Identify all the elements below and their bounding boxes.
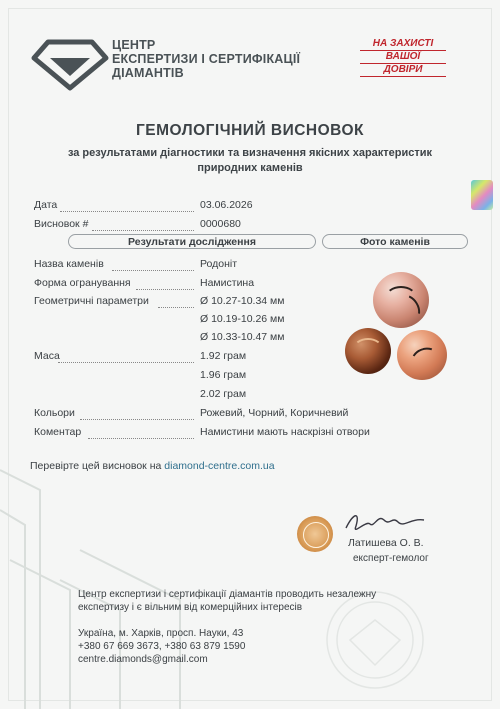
dotted-leader <box>112 270 194 271</box>
cut-value: Намистина <box>200 277 255 289</box>
date-value: 03.06.2026 <box>200 199 253 211</box>
geometry-value-2: Ø 10.19-10.26 мм <box>200 313 285 325</box>
mass-value-3: 2.02 грам <box>200 388 247 400</box>
stone-photo-2 <box>345 328 391 374</box>
contact-address <box>78 627 245 666</box>
dotted-leader <box>80 419 194 420</box>
org-line-2: ЕКСПЕРТИЗИ І СЕРТИФІКАЦІЇ <box>112 52 301 66</box>
color-label: Кольори <box>34 407 75 419</box>
comment-label: Коментар <box>34 426 82 438</box>
mass-label: Маса <box>34 350 60 362</box>
photo-section-header: Фото каменів <box>322 234 468 249</box>
number-label: Висновок # <box>34 218 89 230</box>
slogan <box>360 38 446 77</box>
slogan-line-3: ДОВІРИ <box>360 64 446 77</box>
organization-name <box>112 38 300 80</box>
footer-statement <box>78 588 376 614</box>
number-value: 0000680 <box>200 218 241 230</box>
date-label: Дата <box>34 199 58 211</box>
verify-site-link[interactable]: diamond-centre.com.ua <box>164 460 275 472</box>
org-line-1: ЦЕНТР <box>112 38 156 52</box>
dotted-leader <box>92 230 194 231</box>
stone-photo-1 <box>373 272 429 328</box>
org-line-3: ДІАМАНТІВ <box>112 66 184 80</box>
comment-value: Намистини мають наскрізні отвори <box>200 426 370 438</box>
stone-name-value: Родоніт <box>200 258 238 270</box>
signer-role: експерт-гемолог <box>353 553 429 564</box>
dotted-leader <box>88 438 194 439</box>
mass-value-1: 1.92 грам <box>200 350 247 362</box>
document-title: ГЕМОЛОГІЧНИЙ ВИСНОВОК <box>135 122 364 139</box>
stone-photo-3 <box>397 330 447 380</box>
seal-badge-icon <box>297 516 333 552</box>
dotted-leader <box>60 211 194 212</box>
results-section-header: Результати дослідження <box>68 234 316 249</box>
verify-text: Перевірте цей висновок на <box>30 460 162 472</box>
slogan-line-2: ВАШОЇ <box>360 51 446 64</box>
footer-line-1: Центр експертизи і сертифікації діамантів проводить незалежну <box>78 589 377 600</box>
signer-name: Латишева О. В. <box>348 537 424 549</box>
stone-name-label: Назва каменів <box>34 258 104 270</box>
hologram-icon <box>471 180 493 210</box>
color-value: Рожевий, Чорний, Коричневий <box>200 407 349 419</box>
cut-label: Форма огранування <box>34 277 131 289</box>
geometry-value-3: Ø 10.33-10.47 мм <box>200 331 285 343</box>
footer-line-2: експертизу і є вільним від комерційних інтересів <box>78 602 303 613</box>
slogan-line-1: НА ЗАХИСТІ <box>360 38 446 51</box>
verify-line <box>30 460 275 472</box>
geometry-value-1: Ø 10.27-10.34 мм <box>200 295 285 307</box>
email-line[interactable]: centre.diamonds@gmail.com <box>78 654 208 665</box>
dotted-leader <box>158 307 194 308</box>
geometry-label: Геометричні параметри <box>34 295 149 307</box>
subtitle-line-1: за результатами діагностики та визначення якісних характеристик <box>67 147 433 159</box>
document-subtitle <box>60 146 440 176</box>
address-line: Україна, м. Харків, просп. Науки, 43 <box>78 628 244 639</box>
diamond-logo-icon <box>30 36 110 92</box>
signature-image <box>340 506 430 538</box>
subtitle-line-2: природних каменів <box>197 162 303 174</box>
dotted-leader <box>58 362 194 363</box>
phone-line: +380 67 669 3673, +380 63 879 1590 <box>78 641 246 652</box>
dotted-leader <box>136 289 194 290</box>
mass-value-2: 1.96 грам <box>200 369 247 381</box>
